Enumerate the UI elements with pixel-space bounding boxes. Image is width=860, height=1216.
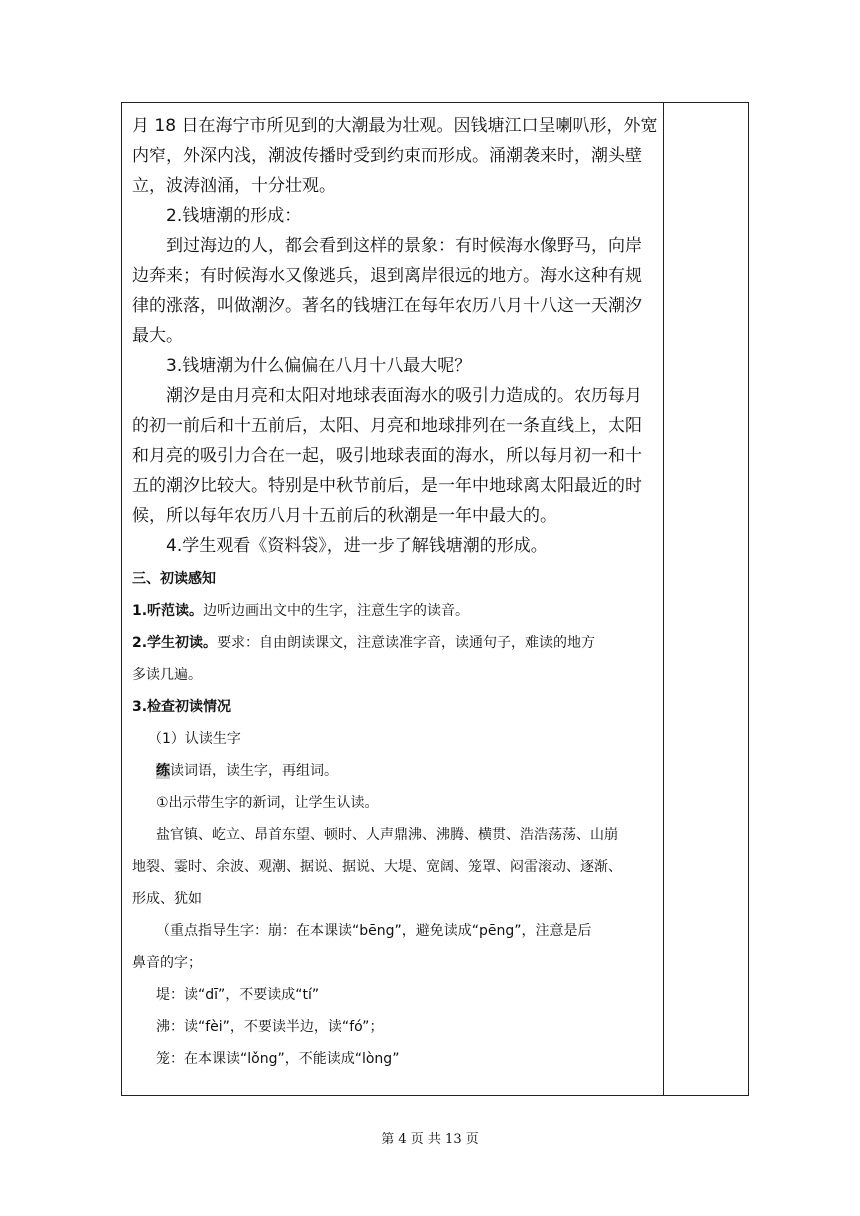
guidance-line: 笼：在本课读“lǒng”，不能读成“lòng” xyxy=(156,1051,400,1067)
step-line xyxy=(132,755,657,787)
text-line: 边奔来；有时候海水又像逃兵，退到离岸很远的地方。海水这种有规 xyxy=(132,266,642,286)
text-line: 律的涨落，叫做潮汐。著名的钱塘江在每年农历八月十八这一天潮汐 xyxy=(132,296,642,316)
step-label: 1.听范读。 xyxy=(132,603,204,619)
word-list-line: 形成、犹如 xyxy=(132,891,202,907)
step-text: 读词语，读生字，再组词。 xyxy=(170,763,338,779)
lesson-table xyxy=(121,102,749,1096)
text-line: 到过海边的人，都会看到这样的景象：有时候海水像野马，向岸 xyxy=(166,236,642,256)
text-line: 最大。 xyxy=(132,326,183,346)
column-divider xyxy=(663,103,664,1095)
guidance-line: 沸：读“fèi”，不要读半边，读“fó”； xyxy=(156,1019,384,1035)
text-line: 立，波涛汹涌，十分壮观。 xyxy=(132,176,336,196)
text-line: 潮汐是由月亮和太阳对地球表面海水的吸引力造成的。农历每月 xyxy=(166,386,642,406)
word-list-line: 盐官镇、屹立、昂首东望、顿时、人声鼎沸、沸腾、横贯、浩浩荡荡、山崩 xyxy=(156,827,618,843)
step-line: ①出示带生字的新词，让学生认读。 xyxy=(156,795,379,811)
guidance-line: 堤：读“dī”，不要读成“tí” xyxy=(156,987,320,1003)
text-line: 内窄，外深内浅，潮波传播时受到约束而形成。涌潮袭来时，潮头壁 xyxy=(132,146,642,166)
guidance-line: 鼻音的字； xyxy=(132,955,202,971)
step-label: 2.学生初读。 xyxy=(132,635,218,651)
section-heading: 2.钱塘潮的形成： xyxy=(166,206,302,226)
text-line: 候，所以每年农历八月十五前后的秋潮是一年中最大的。 xyxy=(132,506,557,526)
step-text: 边听边画出文中的生字，注意生字的读音。 xyxy=(203,603,470,619)
text-line: 月 18 日在海宁市所见到的大潮最为壮观。因钱塘江口呈喇叭形，外宽 xyxy=(132,116,658,136)
step-line: 多读几遍。 xyxy=(132,667,202,683)
highlighted-char: 练 xyxy=(156,763,170,779)
step-line: 3.检查初读情况 xyxy=(132,699,232,715)
section-heading: 3.钱塘潮为什么偏偏在八月十八最大呢？ xyxy=(166,356,472,376)
page-footer: 第 4 页 共 13 页 xyxy=(381,1132,479,1147)
section-title: 三、初读感知 xyxy=(132,571,216,587)
text-line: 4.学生观看《资料袋》，进一步了解钱塘潮的形成。 xyxy=(166,536,548,556)
step-text: 要求：自由朗读课文，注意读准字音，读通句子，难读的地方 xyxy=(217,635,596,651)
text-line: 的初一前后和十五前后，太阳、月亮和地球排列在一条直线上，太阳 xyxy=(132,416,642,436)
text-line: 和月亮的吸引力合在一起，吸引地球表面的海水，所以每月初一和十 xyxy=(132,446,642,466)
step-line xyxy=(132,627,657,659)
word-list-line: 地裂、霎时、余波、观潮、据说、据说、大堤、宽阔、笼罩、闷雷滚动、逐渐、 xyxy=(132,859,622,875)
text-line: 五的潮汐比较大。特别是中秋节前后，是一年中地球离太阳最近的时 xyxy=(132,476,642,496)
step-line xyxy=(132,595,657,627)
guidance-line: （重点指导生字：崩：在本课读“bēng”，避免读成“pēng”，注意是后 xyxy=(156,923,592,939)
lesson-content-cell xyxy=(132,111,657,1075)
step-line: （1）认读生字 xyxy=(148,731,241,747)
